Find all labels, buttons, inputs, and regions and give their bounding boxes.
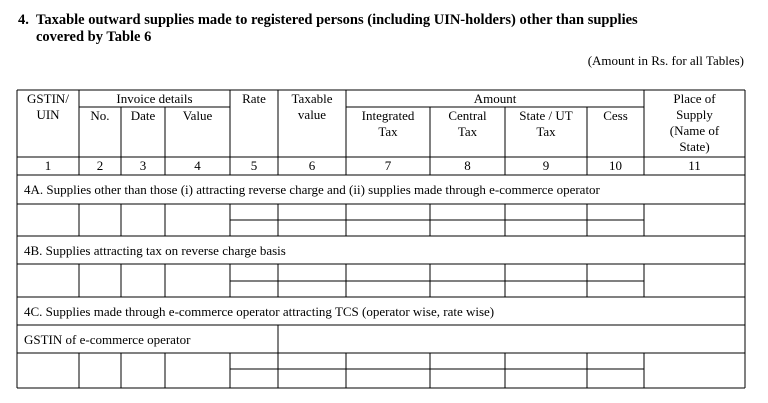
header-taxable-value: Taxable value <box>291 91 333 122</box>
table-row-4b[interactable] <box>17 264 745 297</box>
header-value: Value <box>182 108 213 123</box>
heading-line-1: Taxable outward supplies made to registered persons (including UIN-holders) other than supplies <box>36 12 638 28</box>
heading-number: 4. <box>18 12 29 28</box>
table-heading <box>18 12 738 46</box>
section-4a-label: 4A. Supplies other than those (i) attracting reverse charge and (ii) supplies made through e-commerce operator <box>24 182 600 197</box>
header-central-tax: Central Tax <box>448 108 487 139</box>
header-gstin: GSTIN/ UIN <box>27 91 69 122</box>
ecommerce-gstin-field[interactable] <box>278 325 745 353</box>
column-number: 11 <box>688 158 701 173</box>
heading-line-2: covered by Table 6 <box>36 29 152 45</box>
section-4c-label: 4C. Supplies made through e-commerce operator attracting TCS (operator wise, rate wise) <box>24 304 495 319</box>
amount-note: (Amount in Rs. for all Tables) <box>587 53 744 68</box>
column-number: 7 <box>384 158 392 173</box>
column-number: 5 <box>250 158 258 173</box>
column-number: 3 <box>139 158 147 173</box>
table-row-4a[interactable] <box>17 204 745 236</box>
table-row-4c[interactable] <box>17 353 745 388</box>
header-amount: Amount <box>473 91 517 106</box>
column-number: 2 <box>96 158 104 173</box>
column-number: 9 <box>542 158 550 173</box>
header-no: No. <box>90 108 110 123</box>
header-invoice-details: Invoice details <box>116 91 193 106</box>
section-4b-label: 4B. Supplies attracting tax on reverse charge basis <box>24 243 286 258</box>
header-state-ut-tax: State / UT Tax <box>519 108 573 139</box>
header-date: Date <box>130 108 156 123</box>
column-number: 1 <box>44 158 52 173</box>
column-number: 10 <box>609 158 622 173</box>
column-number: 8 <box>464 158 471 173</box>
header-place-of-supply: Place of Supply (Name of State) <box>669 91 720 154</box>
header-integrated-tax: Integrated Tax <box>361 108 415 139</box>
column-number: 4 <box>194 158 201 173</box>
header-rate: Rate <box>242 91 266 106</box>
ecommerce-gstin-label: GSTIN of e-commerce operator <box>24 332 191 347</box>
header-cess: Cess <box>603 108 628 123</box>
column-number: 6 <box>308 158 316 173</box>
